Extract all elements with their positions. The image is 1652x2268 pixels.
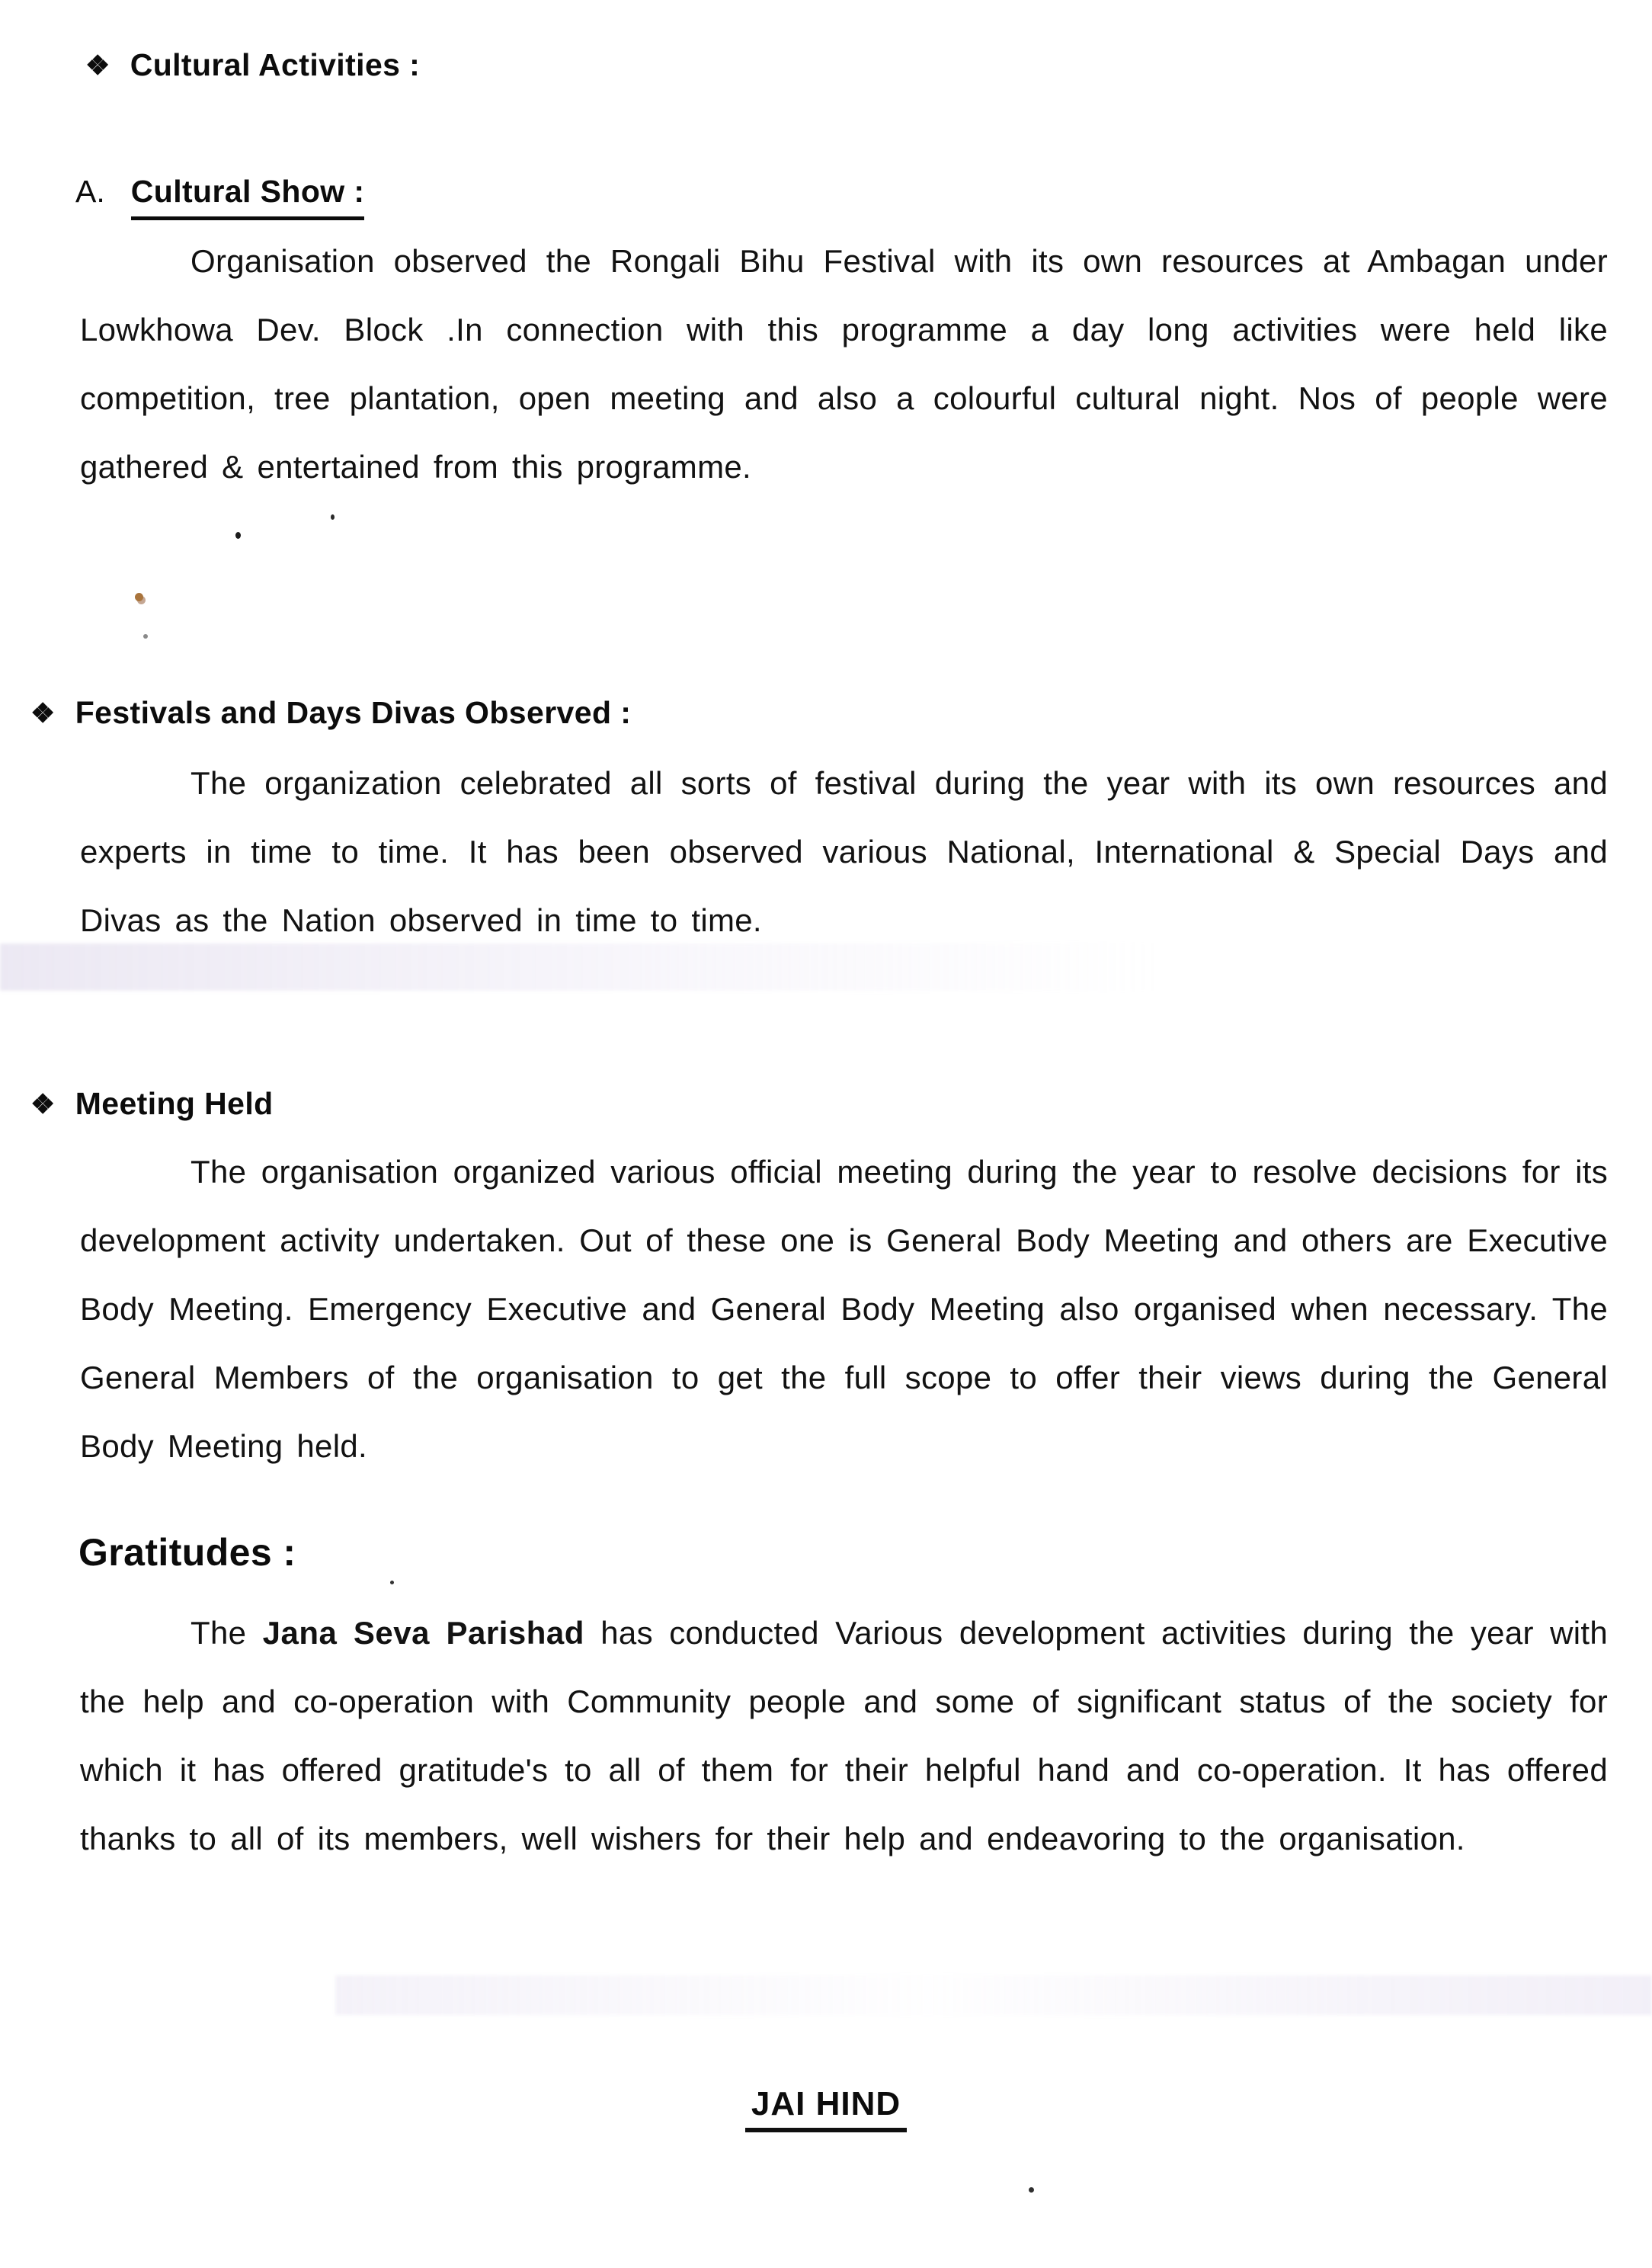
- ink-speck: [390, 1581, 394, 1584]
- diamond-bullet-icon: ❖: [85, 50, 110, 81]
- scan-streak-band: [335, 1975, 1652, 2015]
- ink-speck: [331, 514, 335, 520]
- subsection-title: Cultural Show :: [131, 174, 365, 220]
- list-letter: A.: [75, 174, 105, 209]
- diamond-bullet-icon: ❖: [30, 697, 56, 729]
- ink-speck: [143, 634, 148, 639]
- paragraph-cultural-show: Organisation observed the Rongali Bihu Festival with its own resources at Ambagan under Lowkhowa Dev. Block .In connection with this programme a day long activities were held like competition, tree plantation, open meeting and also a colourful cultural night. Nos of people were gathered & entertained from this programme.: [80, 243, 1608, 485]
- paragraph-festivals: The organization celebrated all sorts of festival during the year with its own resources and experts in time to time. It has been observed various National, International & Special Days and Divas as the Nation observed in time to time.: [80, 765, 1608, 938]
- color-speck: [135, 593, 143, 601]
- gratitudes-text-prefix: The: [190, 1615, 263, 1651]
- ink-speck: [1029, 2187, 1034, 2193]
- section-title: Festivals and Days Divas Observed :: [75, 695, 632, 730]
- section-heading-meeting-held: [30, 1086, 274, 1122]
- section-title: Meeting Held: [75, 1086, 274, 1121]
- paragraph-gratitudes: [80, 1599, 1608, 1873]
- section-title: Cultural Activities :: [130, 47, 421, 82]
- paragraph-meeting-held: The organisation organized various official meeting during the year to resolve decisions for its development activity undertaken. Out of these one is General Body Meeting and others are Executive Body Meeting. Emergency Executive and General Body Meeting also organised when necessary. The General Members of the organisation to get the full scope to offer their views during the General Body Meeting held.: [80, 1154, 1608, 1464]
- organisation-name: Jana Seva Parishad: [262, 1615, 584, 1651]
- gratitudes-text-rest: has conducted Various development activities during the year with the help and co-operation with Community people and some of significant status of the society for which it has offered gratitude's to all of them for their helpful hand and co-operation. It has offered thanks to all of its members, well wishers for their help and endeavoring to the organisation.: [80, 1615, 1608, 1856]
- diamond-bullet-icon: ❖: [30, 1088, 56, 1120]
- subsection-heading-cultural-show: [75, 174, 364, 220]
- section-heading-cultural-activities: [85, 47, 420, 83]
- ink-speck: [235, 532, 241, 539]
- footer-slogan: JAI HIND: [745, 2085, 907, 2132]
- footer-slogan-row: [0, 2085, 1652, 2132]
- section-heading-festivals: [30, 695, 631, 731]
- section-heading-gratitudes: Gratitudes :: [78, 1531, 296, 1574]
